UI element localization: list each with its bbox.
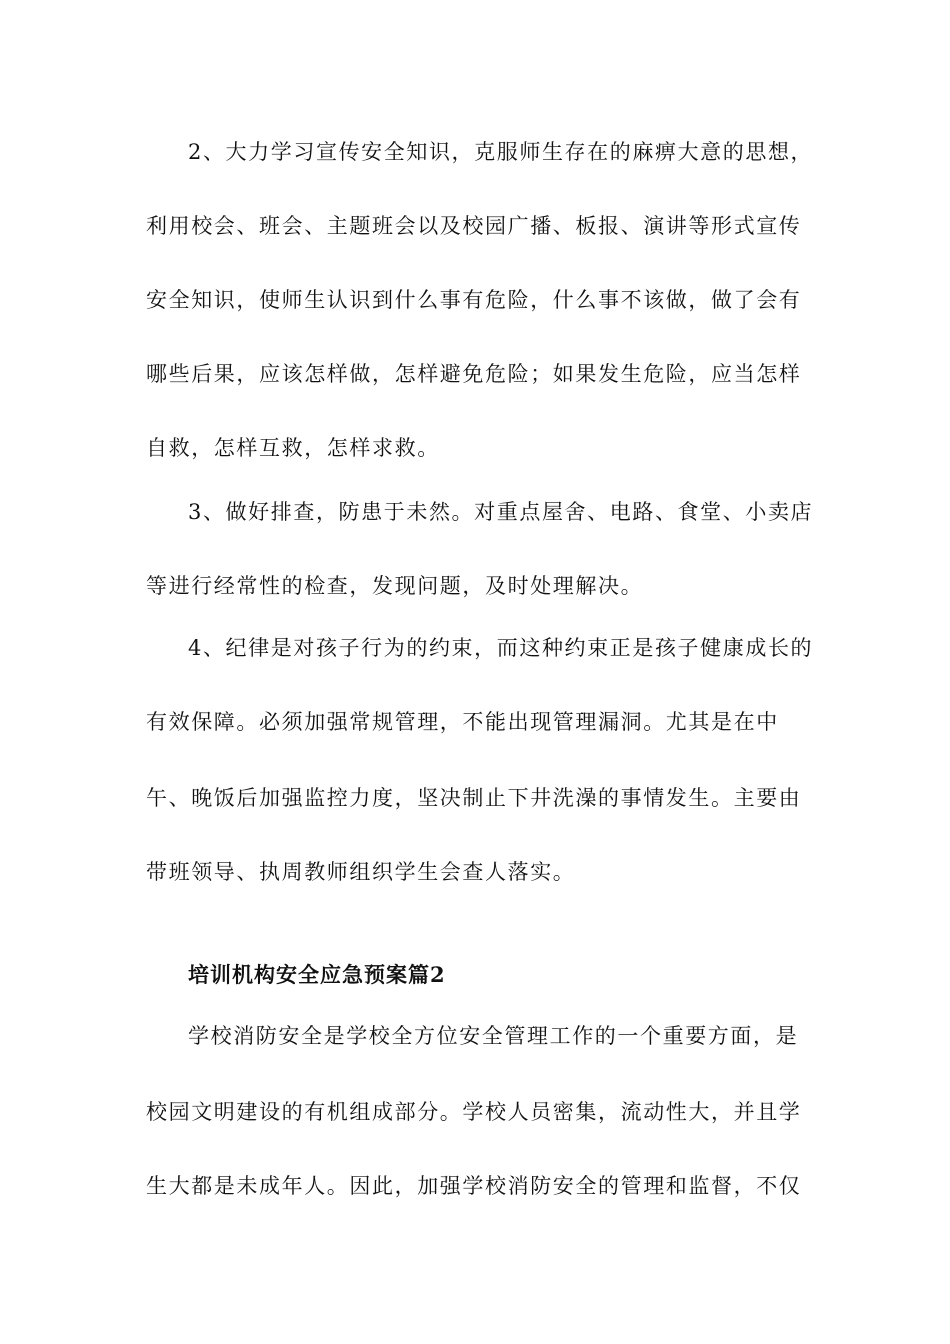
paragraph-5-line-1: 学校消防安全是学校全方位安全管理工作的一个重要方面，是 [188, 1024, 799, 1048]
paragraph-2-line-4: 哪些后果，应该怎样做，怎样避免危险；如果发生危险，应当怎样 [146, 362, 802, 386]
paragraph-3-line-2: 等进行经常性的检查，发现问题，及时处理解决。 [146, 574, 644, 598]
paragraph-2-line-5: 自救，怎样互救，怎样求救。 [146, 436, 440, 460]
paragraph-4-line-2: 有效保障。必须加强常规管理，不能出现管理漏洞。尤其是在中 [146, 710, 779, 734]
paragraph-2-line-2: 利用校会、班会、主题班会以及校园广播、板报、演讲等形式宣传 [146, 214, 802, 238]
paragraph-3-line-1: 3、做好排查，防患于未然。对重点屋舍、电路、食堂、小卖店 [188, 500, 814, 524]
section-heading: 培训机构安全应急预案篇2 [188, 962, 446, 987]
paragraph-5-line-3: 生大都是未成年人。因此，加强学校消防安全的管理和监督，不仅 [146, 1174, 802, 1198]
paragraph-4-line-1: 4、纪律是对孩子行为的约束，而这种约束正是孩子健康成长的 [188, 636, 814, 660]
paragraph-2-line-3: 安全知识，使师生认识到什么事有危险，什么事不该做，做了会有 [146, 288, 802, 312]
paragraph-2-line-1: 2、大力学习宣传安全知识，克服师生存在的麻痹大意的思想， [188, 140, 814, 164]
paragraph-4-line-4: 带班领导、执周教师组织学生会查人落实。 [146, 860, 576, 884]
paragraph-5-line-2: 校园文明建设的有机组成部分。学校人员密集，流动性大，并且学 [146, 1100, 802, 1124]
paragraph-4-line-3: 午、晚饭后加强监控力度，坚决制止下井洗澡的事情发生。主要由 [146, 786, 802, 810]
